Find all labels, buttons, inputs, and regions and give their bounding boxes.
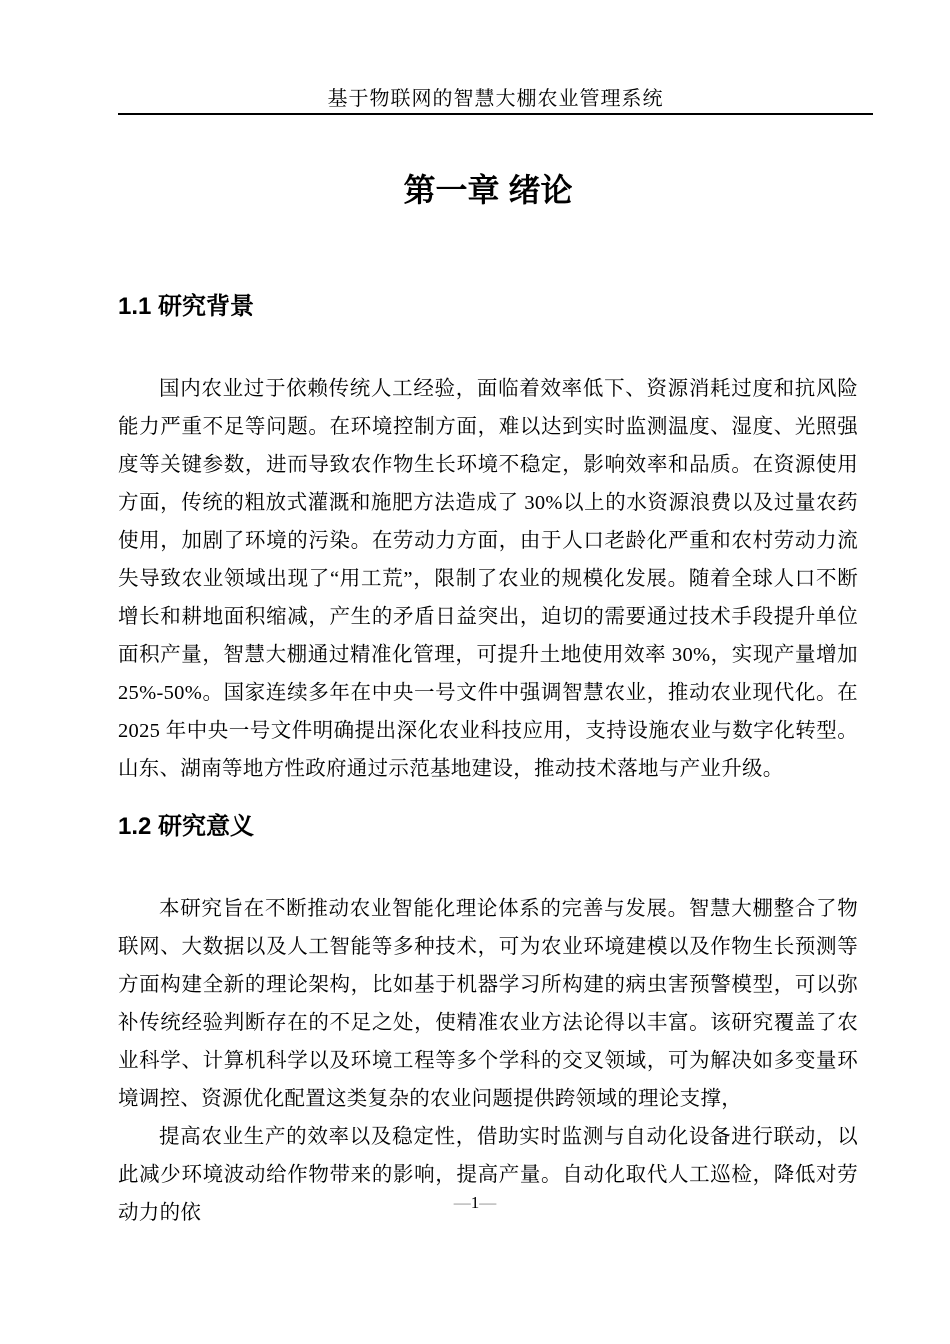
section-heading-1-2: 1.2 研究意义 — [118, 813, 255, 840]
page-footer — [0, 1192, 950, 1214]
paragraph-research-background: 国内农业过于依赖传统人工经验，面临着效率低下、资源消耗过度和抗风险能力严重不足等问题。在环境控制方面，难以达到实时监测温度、湿度、光照强度等关键参数，进而导致农作物生长环境不稳定，影响效率和品质。在资源使用方面，传统的粗放式灌溉和施肥方法造成了 30%以上的水资源浪费以及过量农药使用，加剧了环境的污染。在劳动力方面，由于人口老龄化严重和农村劳动力流失导致农业领域出现了“用工荒”，限制了农业的规模化发展。随着全球人口不断增长和耕地面积缩减，产生的矛盾日益突出，迫切的需要通过技术手段提升单位面积产量，智慧大棚通过精准化管理，可提升土地使用效率 30%，实现产量增加 25%-50%。国家连续多年在中央一号文件中强调智慧农业，推动农业现代化。在 2025 年中央一号文件明确提出深化农业科技应用，支持设施农业与数字化转型。山东、湖南等地方性政府通过示范基地建设，推动技术落地与产业升级。 — [118, 378, 858, 780]
section-heading-1-1: 1.1 研究背景 — [118, 293, 255, 320]
paragraph-research-significance-2: 提高农业生产的效率以及稳定性，借助实时监测与自动化设备进行联动，以此减少环境波动给作物带来的影响，提高产量。自动化取代人工巡检，降低对劳动力的依 — [118, 1126, 858, 1224]
page-number — [454, 1193, 497, 1212]
page-number-dash-right: — — [479, 1193, 497, 1212]
page-number-dash-left: — — [453, 1193, 471, 1212]
chapter-title: 第一章 绪论 — [403, 172, 573, 208]
header-title: 基于物联网的智慧大棚农业管理系统 — [327, 88, 664, 110]
paragraph-research-significance-1: 本研究旨在不断推动农业智能化理论体系的完善与发展。智慧大棚整合了物联网、大数据以及人工智能等多种技术，可为农业环境建模以及作物生长预测等方面构建全新的理论架构，比如基于机器学习所构建的病虫害预警模型，可以弥补传统经验判断存在的不足之处，使精准农业方法论得以丰富。该研究覆盖了农业科学、计算机科学以及环境工程等多个学科的交叉领域，可为解决如多变量环境调控、资源优化配置这类复杂的农业问题提供跨领域的理论支撑， — [118, 898, 858, 1110]
page-number-value: 1 — [470, 1193, 480, 1212]
page-content — [118, 0, 858, 1232]
